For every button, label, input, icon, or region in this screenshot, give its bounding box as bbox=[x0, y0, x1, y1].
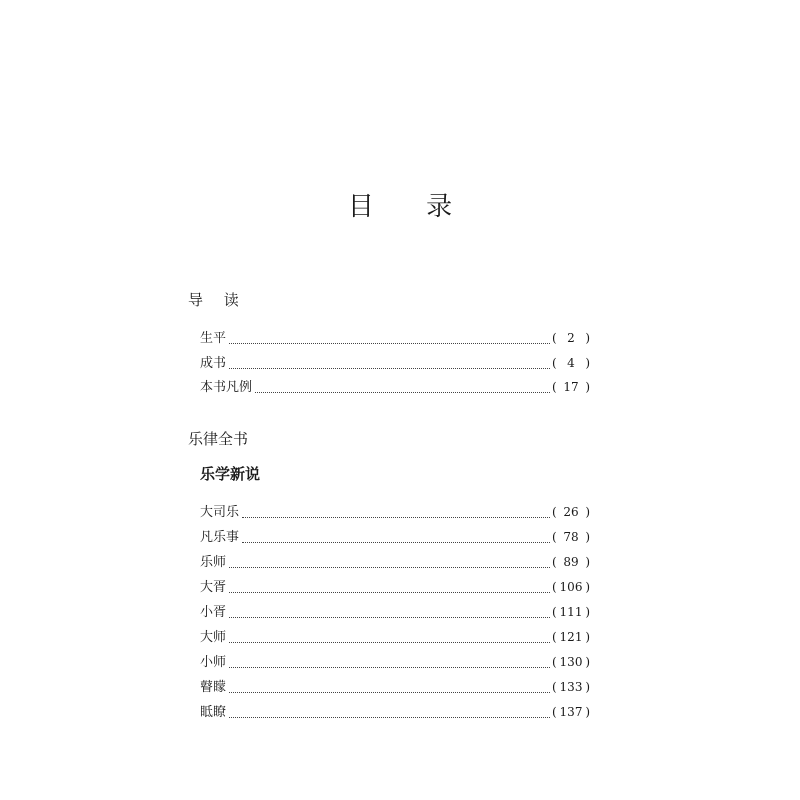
toc-entry[interactable] bbox=[200, 501, 590, 521]
toc-entry-label: 眡瞭 bbox=[200, 705, 227, 720]
dot-leader bbox=[229, 343, 550, 344]
dot-leader bbox=[229, 567, 550, 568]
toc-entry[interactable] bbox=[200, 626, 590, 646]
toc-page-number: ( 133 ) bbox=[552, 680, 590, 694]
page-number-value: 89 bbox=[563, 555, 579, 569]
toc-entry-label: 乐师 bbox=[200, 555, 227, 570]
page-number-value: 17 bbox=[563, 380, 579, 394]
toc-entry-label: 凡乐事 bbox=[200, 530, 240, 545]
toc-entry-label: 瞽矇 bbox=[200, 680, 227, 695]
dot-leader bbox=[242, 517, 550, 518]
dot-leader bbox=[229, 592, 550, 593]
page-number-value: 106 bbox=[559, 580, 583, 594]
toc-page-number: ( 4 ) bbox=[552, 356, 590, 370]
page-number-value: 133 bbox=[559, 680, 583, 694]
toc-entry[interactable] bbox=[200, 676, 590, 696]
toc-entry[interactable] bbox=[200, 701, 590, 721]
toc-entry[interactable] bbox=[200, 601, 590, 621]
toc-page-number: ( 130 ) bbox=[552, 655, 590, 669]
toc-entry[interactable] bbox=[200, 352, 590, 372]
toc-page-number: ( 26 ) bbox=[552, 505, 590, 519]
toc-page-number: ( 89 ) bbox=[552, 555, 590, 569]
subsection-heading: 乐学新说 bbox=[200, 465, 261, 483]
section-heading-book: 乐律全书 bbox=[188, 430, 249, 448]
toc-entry[interactable] bbox=[200, 551, 590, 571]
toc-entry[interactable] bbox=[200, 526, 590, 546]
toc-entry[interactable] bbox=[200, 376, 590, 396]
toc-page-number: ( 111 ) bbox=[552, 605, 590, 619]
page-number-value: 137 bbox=[559, 705, 583, 719]
toc-entry-label: 生平 bbox=[200, 331, 227, 346]
dot-leader bbox=[229, 717, 550, 718]
toc-page-number: ( 137 ) bbox=[552, 705, 590, 719]
page-title: 目 录 bbox=[347, 192, 475, 222]
toc-entry-label: 成书 bbox=[200, 356, 227, 371]
toc-entry[interactable] bbox=[200, 576, 590, 596]
dot-leader bbox=[229, 667, 550, 668]
toc-entry-label: 大师 bbox=[200, 630, 227, 645]
toc-page-number: ( 2 ) bbox=[552, 331, 590, 345]
toc-entry[interactable] bbox=[200, 651, 590, 671]
toc-page-number: ( 17 ) bbox=[552, 380, 590, 394]
dot-leader bbox=[242, 542, 550, 543]
toc-entry-label: 大司乐 bbox=[200, 505, 240, 520]
toc-entry-label: 大胥 bbox=[200, 580, 227, 595]
page-number-value: 111 bbox=[559, 605, 583, 619]
page-number-value: 26 bbox=[563, 505, 579, 519]
dot-leader bbox=[229, 642, 550, 643]
page-number-value: 121 bbox=[559, 630, 583, 644]
section-heading-guide: 导 读 bbox=[188, 291, 247, 309]
page-number-value: 78 bbox=[563, 530, 579, 544]
toc-entry-label: 小胥 bbox=[200, 605, 227, 620]
page-number-value: 4 bbox=[567, 356, 575, 370]
dot-leader bbox=[229, 368, 550, 369]
toc-page-number: ( 106 ) bbox=[552, 580, 590, 594]
page-number-value: 2 bbox=[567, 331, 575, 345]
dot-leader bbox=[229, 617, 550, 618]
page-number-value: 130 bbox=[559, 655, 583, 669]
toc-page-number: ( 121 ) bbox=[552, 630, 590, 644]
toc-page-number: ( 78 ) bbox=[552, 530, 590, 544]
dot-leader bbox=[229, 692, 550, 693]
toc-entry[interactable] bbox=[200, 327, 590, 347]
dot-leader bbox=[255, 392, 550, 393]
toc-entry-label: 小师 bbox=[200, 655, 227, 670]
toc-entry-label: 本书凡例 bbox=[200, 380, 253, 395]
